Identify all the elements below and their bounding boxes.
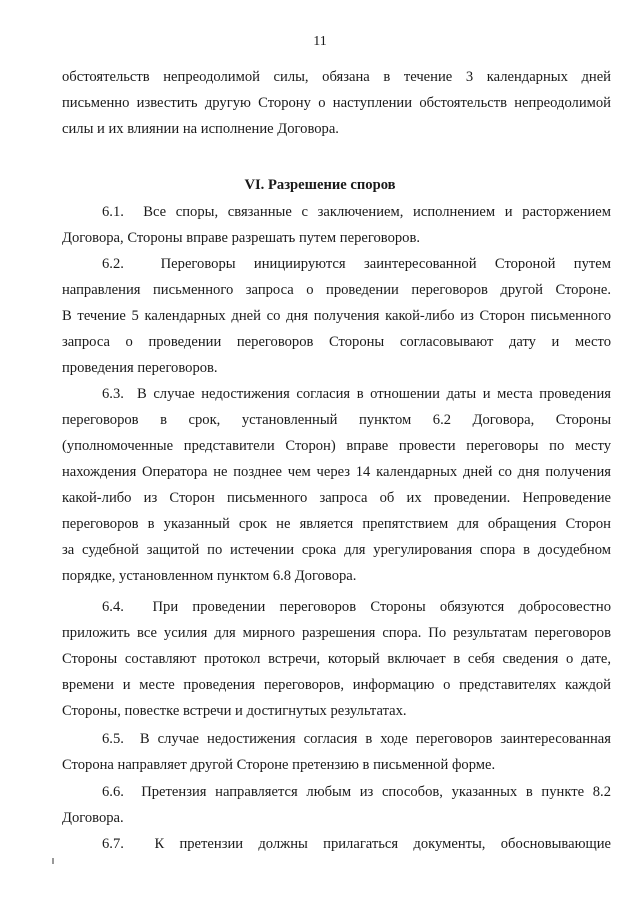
text-line: нахождения Оператора не позднее чем через 14 календарных дней со дня получения (62, 464, 611, 480)
text-line: письменно известить другую Сторону о наступлении обстоятельств непреодолимой (62, 95, 611, 111)
section-heading: VI. Разрешение споров (244, 177, 396, 193)
paragraph-number: 6.2. (102, 256, 124, 272)
text-line: переговоров в указанный срок не является препятствием для обращения Сторон (62, 516, 611, 532)
text-segment: К претензии должны прилагаться документы, обосновывающие (154, 836, 611, 852)
text-line (62, 199, 611, 225)
text-segment: В случае недостижения согласия в ходе переговоров заинтересованная (139, 731, 612, 747)
paragraph-6-1 (62, 199, 611, 251)
text-line: (уполномоченные представители Сторон) вправе провести переговоры по месту (62, 438, 611, 454)
paragraph-number: 6.1. (102, 204, 124, 220)
text-line: запроса о проведении переговоров Стороны согласовывают дату и место (62, 334, 611, 350)
text-line (62, 381, 611, 407)
paragraph-number: 6.6. (102, 784, 124, 800)
text-line: Сторона направляет другой Стороне претензию в письменной форме. (62, 757, 496, 773)
paragraph-6-7 (62, 831, 611, 857)
text-segment: При проведении переговоров Стороны обязуются добросовестно (152, 599, 611, 615)
text-line (62, 779, 611, 805)
text-line: проведения переговоров. (62, 360, 218, 376)
text-line (62, 251, 611, 277)
text-segment: Переговоры инициируются заинтересованной Стороной путем (160, 256, 611, 272)
paragraph-number: 6.7. (102, 836, 124, 852)
page-number: 11 (313, 34, 327, 49)
scan-artifact (52, 858, 54, 864)
text-line: Договора. (62, 810, 124, 826)
text-line: какой-либо из Сторон письменного запроса об их проведении. Непроведение (62, 490, 611, 506)
text-line: приложить все усилия для мирного разрешения спора. По результатам переговоров (62, 625, 611, 641)
text-line (62, 726, 611, 752)
text-line: Стороны составляют протокол встречи, который включает в себя сведения о дате, (62, 651, 611, 667)
text-line: Стороны, повестке встречи и достигнутых результатах. (62, 703, 407, 719)
text-segment: Претензия направляется любым из способов, указанных в пункте 8.2 (141, 784, 611, 800)
text-line: В течение 5 календарных дней со дня получения какой-либо из Сторон письменного (62, 308, 611, 324)
text-line: силы и их влиянии на исполнение Договора. (62, 121, 339, 137)
paragraph-6-3 (62, 381, 611, 589)
text-line: направления письменного запроса о проведении переговоров другой Стороне. (62, 282, 611, 298)
paragraph-6-2 (62, 251, 611, 381)
paragraph-number: 6.3. (102, 386, 124, 402)
text-line: времени и месте проведения переговоров, информацию о представителях каждой (62, 677, 611, 693)
text-line: порядке, установленном пунктом 6.8 Договора. (62, 568, 357, 584)
paragraph-number: 6.4. (102, 599, 124, 615)
intro-paragraph (62, 64, 611, 142)
paragraph-6-4 (62, 594, 611, 724)
paragraph-6-6 (62, 779, 611, 831)
paragraph-6-5 (62, 726, 611, 778)
text-line (62, 594, 611, 620)
text-line: за судебной защитой по истечении срока для урегулирования спора в досудебном (62, 542, 611, 558)
text-line: обстоятельств непреодолимой силы, обязана в течение 3 календарных дней (62, 69, 611, 85)
text-segment: Все споры, связанные с заключением, исполнением и расторжением (143, 204, 612, 220)
text-line: переговоров в срок, установленный пунктом 6.2 Договора, Стороны (62, 412, 611, 428)
text-segment: В случае недостижения согласия в отношении даты и места проведения (137, 386, 612, 402)
text-line (62, 831, 611, 857)
paragraph-number: 6.5. (102, 731, 124, 747)
text-line: Договора, Стороны вправе разрешать путем переговоров. (62, 230, 420, 246)
